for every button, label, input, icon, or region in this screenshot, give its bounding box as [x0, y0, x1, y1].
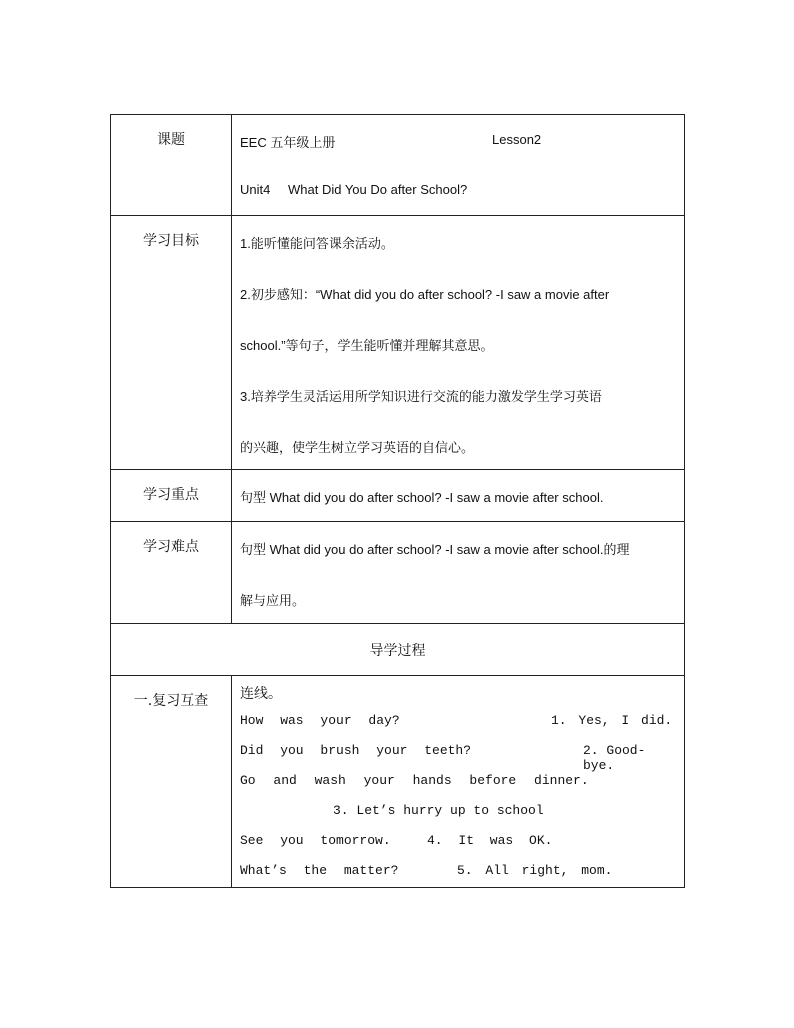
topic-row — [111, 115, 685, 216]
match-prompt: Did you brush your teeth? — [240, 743, 472, 758]
match-answer: 5. All right, mom. — [457, 863, 613, 878]
difficulties-row — [111, 522, 685, 624]
difficulties-line-1: 句型 What did you do after school? -I saw a movie after school.的理 — [240, 542, 630, 557]
match-prompt: Go and wash your hands before dinner. — [240, 773, 589, 788]
match-prompt: How was your day? — [240, 713, 400, 728]
process-row — [111, 624, 685, 676]
key-points-row — [111, 470, 685, 522]
objective-line: 的兴趣，使学生树立学习英语的自信心。 — [240, 440, 475, 455]
objectives-content-cell — [232, 216, 685, 470]
topic-title: What Did You Do after School? — [287, 182, 468, 197]
process-heading: 导学过程 — [369, 642, 426, 659]
match-answer: 1. Yes, I did. — [551, 713, 673, 728]
review-label: 一.复习互查 — [133, 693, 209, 709]
key-points-label-cell — [111, 470, 232, 522]
match-answer: 2. Good-bye. — [583, 743, 646, 773]
review-content-cell — [232, 676, 685, 888]
key-points-label: 学习重点 — [143, 487, 199, 503]
lesson-plan-table — [110, 114, 685, 888]
process-heading-cell — [111, 624, 685, 676]
match-prompt: See you tomorrow. — [240, 833, 391, 848]
review-intro: 连线。 — [240, 685, 282, 701]
key-points-content-cell — [232, 470, 685, 522]
objective-line: 1.能听懂能问答课余活动。 — [240, 236, 394, 251]
objectives-row — [111, 216, 685, 470]
difficulties-label-cell — [111, 522, 232, 624]
topic-unit: Unit4 — [240, 182, 271, 197]
objective-line: 3.培养学生灵活运用所学知识进行交流的能力激发学生学习英语 — [240, 389, 602, 404]
topic-lesson: Lesson2 — [492, 132, 542, 147]
review-label-cell — [111, 676, 232, 888]
topic-label: 课题 — [157, 132, 185, 148]
objectives-label: 学习目标 — [143, 233, 199, 249]
objective-line: 2.初步感知：“What did you do after school? -I saw a movie after — [240, 287, 610, 302]
review-row — [111, 676, 685, 888]
objective-line: school.”等句子，学生能听懂并理解其意思。 — [240, 338, 494, 353]
topic-grade: EEC 五年级上册 — [240, 135, 336, 150]
match-answer: 4. It was OK. — [427, 833, 553, 848]
topic-content-cell — [232, 115, 685, 216]
match-prompt: What’s the matter? — [240, 863, 399, 878]
difficulties-content-cell — [232, 522, 685, 624]
objectives-label-cell — [111, 216, 232, 470]
difficulties-label: 学习难点 — [143, 539, 199, 555]
key-points-text: 句型 What did you do after school? -I saw a movie after school. — [240, 490, 604, 505]
difficulties-line-2: 解与应用。 — [240, 593, 306, 608]
topic-label-cell — [111, 115, 232, 216]
match-answer: 3. Let’s hurry up to school — [333, 803, 544, 818]
